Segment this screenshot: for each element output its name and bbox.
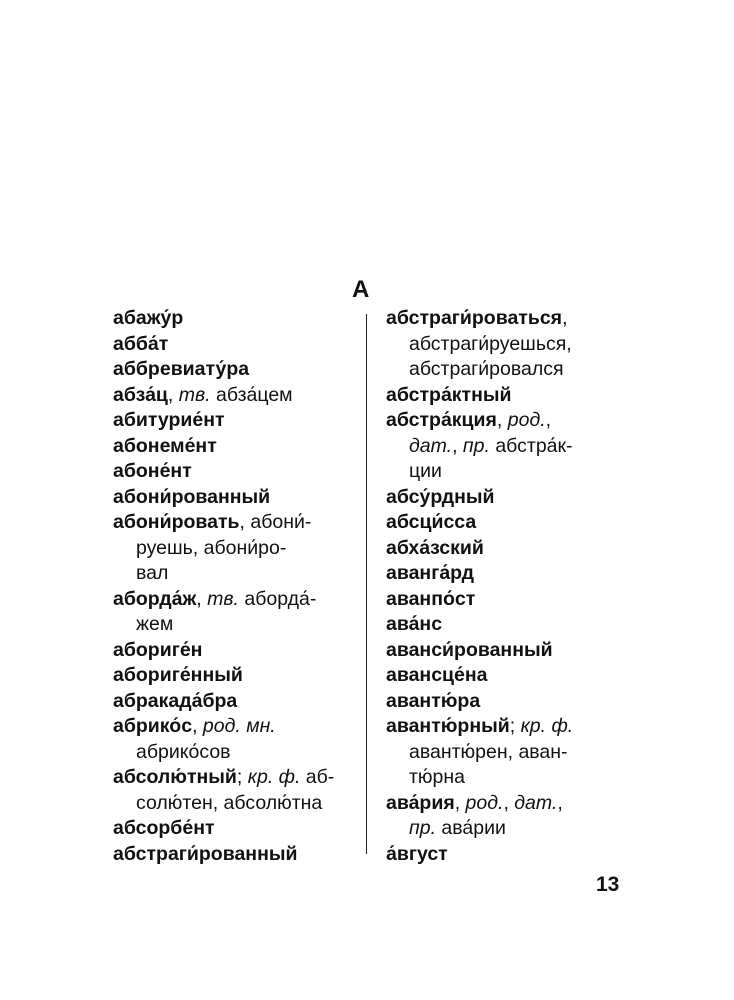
headword: абориге́н [113, 638, 203, 661]
headword: абстра́ктный [386, 383, 512, 406]
headword: абза́ц [113, 383, 168, 406]
entry-text: , [545, 409, 552, 431]
section-letter: А [352, 276, 370, 303]
entry-text: аборда́- [238, 587, 317, 610]
dictionary-entry [113, 663, 349, 689]
headword: абажу́р [113, 307, 184, 329]
dictionary-entry [113, 332, 349, 358]
dictionary-entry [386, 510, 626, 536]
grammar-abbrev: кр. ф. [247, 766, 301, 788]
headword: аванпо́ст [386, 587, 476, 610]
dictionary-entry [386, 485, 626, 511]
dictionary-entry [113, 816, 349, 842]
dictionary-entry [113, 485, 349, 511]
headword: ава́рия [386, 791, 455, 814]
entry-text: абрико́сов [136, 740, 231, 763]
entry-text: абстра́к- [489, 434, 573, 457]
headword: абрико́с [113, 715, 193, 737]
grammar-abbrev: кр. ф. [520, 715, 574, 737]
dictionary-entry [113, 587, 349, 638]
headword: абстраги́рованный [113, 842, 298, 865]
entry-text: , [452, 434, 463, 457]
dictionary-entry [386, 561, 626, 587]
entry-text: , [454, 791, 466, 814]
headword: ава́нс [386, 613, 443, 635]
dictionary-entry [113, 842, 349, 868]
dictionary-entry [113, 357, 349, 383]
entry-text: , [196, 587, 208, 610]
dictionary-entry [113, 510, 349, 587]
entry-text: , абони́- [239, 511, 312, 533]
headword: аванси́рованный [386, 638, 553, 661]
headword: абони́ровать [113, 511, 240, 533]
entry-text: абстраги́ровался [409, 358, 564, 380]
headword: аванга́рд [386, 562, 474, 584]
entry-text: ; [236, 766, 248, 788]
dictionary-entry [113, 306, 349, 332]
dictionary-entry [386, 587, 626, 613]
grammar-abbrev: тв. [207, 587, 239, 610]
dictionary-entry [386, 638, 626, 664]
grammar-abbrev: дат. [514, 791, 558, 814]
entry-text: тю́рна [409, 766, 466, 788]
entry-text: , [496, 409, 508, 431]
entry-text: вал [136, 562, 169, 584]
headword: абстраги́роваться [386, 307, 563, 329]
headword: абоне́нт [113, 460, 192, 482]
entry-text: абза́цем [210, 383, 293, 406]
headword: абсорбе́нт [113, 817, 215, 839]
dictionary-entry [113, 689, 349, 715]
headword: авантю́ра [386, 689, 481, 712]
headword: абба́т [113, 332, 169, 355]
headword: аборда́ж [113, 587, 197, 610]
grammar-abbrev: пр. [462, 434, 490, 457]
entry-text: авантю́рен, аван- [409, 740, 568, 763]
column-divider [366, 314, 367, 854]
headword: абонеме́нт [113, 434, 217, 457]
dictionary-entry [113, 765, 349, 816]
headword: абстра́кция [386, 409, 497, 431]
dictionary-entry [386, 383, 626, 409]
headword: абориге́нный [113, 664, 243, 686]
entry-text: , [192, 715, 203, 737]
headword: аббревиату́ра [113, 358, 250, 380]
grammar-abbrev: тв. [178, 383, 211, 406]
headword: абсу́рдный [386, 485, 495, 508]
grammar-abbrev: дат. [409, 434, 453, 457]
dictionary-entry [386, 663, 626, 689]
grammar-abbrev: род. [507, 409, 546, 431]
dictionary-entry [386, 689, 626, 715]
entry-text: ава́рии [436, 817, 506, 839]
entry-text: ции [409, 460, 442, 482]
entry-text: жем [136, 613, 174, 635]
headword: абракада́бра [113, 689, 238, 712]
entry-text: , [557, 791, 563, 814]
entry-text: аб- [300, 766, 335, 788]
headword: а́вгуст [386, 842, 448, 865]
grammar-abbrev: род. мн. [202, 715, 276, 737]
entry-text: руешь, абони́ро- [136, 536, 287, 559]
entry-text: , [562, 307, 568, 329]
headword: абони́рованный [113, 485, 271, 508]
entry-text: абстраги́руешься, [409, 332, 572, 355]
dictionary-entry [113, 408, 349, 434]
dictionary-entry [386, 536, 626, 562]
left-column [113, 306, 349, 867]
headword: авансце́на [386, 664, 488, 686]
headword: абха́зский [386, 536, 484, 559]
grammar-abbrev: пр. [409, 817, 436, 839]
dictionary-entry [113, 383, 349, 409]
dictionary-entry [386, 306, 626, 383]
dictionary-entry [386, 612, 626, 638]
dictionary-entry [113, 638, 349, 664]
dictionary-entry [386, 408, 626, 485]
headword: абитурие́нт [113, 409, 225, 431]
dictionary-entry [113, 434, 349, 460]
dictionary-entry [386, 842, 626, 868]
entry-text: ; [509, 715, 521, 737]
page-number: 13 [596, 873, 620, 896]
right-column [386, 306, 626, 867]
headword: авантю́рный [386, 715, 510, 737]
dictionary-entry [386, 791, 626, 842]
dictionary-entry [113, 459, 349, 485]
dictionary-entry [113, 714, 349, 765]
grammar-abbrev: род. [465, 791, 504, 814]
headword: абсолю́тный [113, 766, 237, 788]
entry-text: , [503, 791, 515, 814]
entry-text: , [167, 383, 179, 406]
entry-text: солю́тен, абсолю́тна [136, 791, 323, 814]
headword: абсци́сса [386, 511, 477, 533]
dictionary-entry [386, 714, 626, 791]
